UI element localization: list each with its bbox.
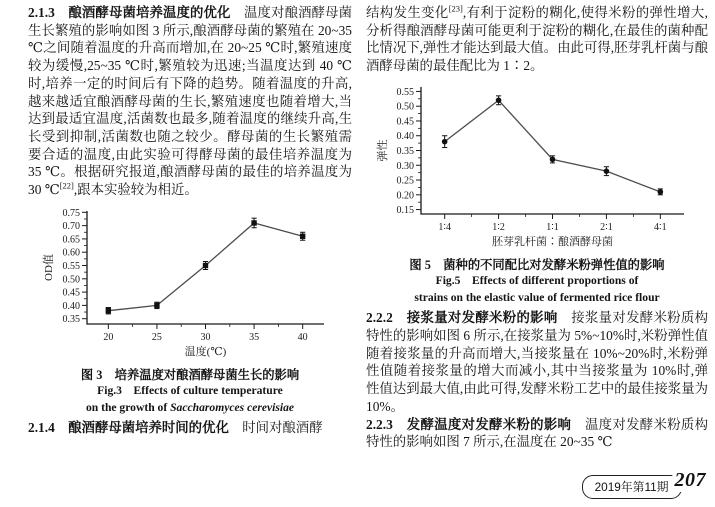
svg-text:0.55: 0.55 [62, 260, 80, 272]
paragraph-text: ,跟本实验较为相近。 [73, 182, 198, 198]
svg-text:25: 25 [151, 331, 162, 343]
issue-label: 2019年第11期 [582, 475, 682, 499]
svg-text:35: 35 [249, 331, 260, 343]
left-column [28, 4, 352, 437]
svg-text:20: 20 [103, 331, 114, 343]
svg-text:0.40: 0.40 [396, 131, 414, 143]
svg-text:1∶4: 1∶4 [438, 221, 451, 233]
species-name: Saccharomyces cerevisiae [170, 400, 295, 414]
paragraph-text: 接浆量对发酵米粉质构特性的影响如图 6 所示,在接浆量为 5%~10%时,米粉弹性值随着接浆量的升高而增大,当接浆量在 10%~20%时,米粉弹性值随着接浆量的增大而减小,其中当接浆量为 10%时,弹性值达到最大值,由此可得,发酵米粉工艺中的最佳接浆量为 10%。 [366, 310, 709, 414]
svg-text:胚芽乳杆菌∶酿酒酵母菌: 胚芽乳杆菌∶酿酒酵母菌 [492, 235, 613, 248]
section-heading-2-2-2: 2.2.2 接浆量对发酵米粉的影响 [366, 310, 558, 326]
svg-text:0.55: 0.55 [396, 86, 414, 98]
svg-text:0.20: 0.20 [396, 190, 414, 202]
paragraph-2-1-4 [28, 419, 352, 437]
svg-text:0.40: 0.40 [62, 300, 80, 312]
svg-text:4∶1: 4∶1 [654, 221, 667, 233]
svg-text:弹性: 弹性 [377, 139, 389, 162]
svg-text:30: 30 [200, 331, 211, 343]
svg-text:0.60: 0.60 [62, 247, 80, 259]
svg-text:0.50: 0.50 [62, 274, 80, 286]
svg-text:0.65: 0.65 [62, 234, 80, 246]
figure5-caption-zh: 图 5 菌种的不同配比对发酵米粉弹性值的影响 [409, 257, 665, 272]
svg-text:0.35: 0.35 [62, 313, 80, 325]
paragraph-text: ,有利于淀粉的糊化,使得米粉的弹性增大,分析得酿酒酵母菌可能更利于淀粉的糊化,在最佳的菌种配比情况下,弹性才能达到最大值。由此可得,胚芽乳杆菌与酿酒酵母菌的最佳配比为 1∶2。 [366, 5, 709, 74]
svg-text:0.45: 0.45 [396, 116, 414, 128]
svg-text:温度(℃): 温度(℃) [184, 345, 227, 358]
svg-text:0.35: 0.35 [396, 145, 414, 157]
svg-text:OD值: OD值 [43, 253, 55, 281]
caption-text: on the growth of [85, 400, 171, 414]
svg-text:0.15: 0.15 [396, 204, 414, 216]
figure5-line-chart [376, 80, 698, 250]
svg-text:0.25: 0.25 [396, 175, 414, 187]
svg-text:0.50: 0.50 [396, 101, 414, 113]
paragraph-text: 温度对酿酒酵母菌生长繁殖的影响如图 3 所示,酿酒酵母菌的繁殖在 20~35 ℃之间随着温度的升高而增加,在 20~25 ℃时,繁殖速度较为缓慢,25~35 ℃时,繁殖较为迅速;当温度达到 40 ℃时,培养一定的时间后有下降的趋势。随着温度的升高,越来越适宜酿酒酵母菌的生长,繁殖速度也随着增大,当达到最适宜温度,活菌数也最多,随着温度的继续升高,生长受到抑制,活菌数也随之较少。酵母菌的生长繁殖需要合适的温度,由此实验可得酵母菌的最佳培养温度为 35 ℃。根据研究报道,酿酒酵母菌的最佳的培养温度为 30 ℃ [28, 5, 353, 198]
svg-text:2∶1: 2∶1 [600, 221, 613, 233]
figure3-caption-en-line2 [28, 400, 352, 417]
figure-5 [366, 80, 708, 307]
paragraph-text: 结构发生变化 [366, 5, 449, 20]
svg-text:0.75: 0.75 [62, 207, 80, 219]
paragraph-text: 时间对酿酒酵 [228, 420, 323, 436]
svg-text:1∶2: 1∶2 [492, 221, 505, 233]
section-heading-2-1-4: 2.1.4 酿酒酵母菌培养时间的优化 [28, 420, 229, 436]
svg-text:1∶1: 1∶1 [546, 221, 559, 233]
paragraph-2-1-3 [28, 4, 352, 199]
svg-text:0.45: 0.45 [62, 287, 80, 299]
paragraph-2-2-2 [366, 309, 708, 415]
svg-text:40: 40 [297, 331, 308, 343]
citation-ref-22: [22] [59, 180, 74, 191]
section-heading-2-2-3: 2.2.3 发酵温度对发酵米粉的影响 [366, 416, 572, 432]
right-column [366, 4, 708, 451]
page-number: 207 [672, 469, 710, 492]
section-heading-2-1-3: 2.1.3 酿酒酵母菌培养温度的优化 [28, 5, 231, 20]
figure3-caption-en-line1: Fig.3 Effects of culture temperature [97, 384, 283, 398]
figure5-caption-en-line2: strains on the elastic value of fermented rice flour [414, 290, 660, 304]
paragraph-text: 温度对发酵米粉质构特性的影响如图 7 所示,在温度在 20~35 ℃ [366, 416, 709, 450]
citation-ref-23: [23] [448, 3, 463, 14]
svg-text:0.70: 0.70 [62, 220, 80, 232]
figure3-line-chart [42, 204, 338, 360]
figure-3 [28, 204, 352, 417]
figure5-caption-en-line1: Fig.5 Effects of different proportions of [435, 274, 639, 288]
page-footer [582, 468, 709, 499]
paragraph-continuation [366, 4, 708, 75]
svg-text:0.30: 0.30 [396, 160, 414, 172]
figure3-caption-zh: 图 3 培养温度对酿酒酵母菌生长的影响 [80, 367, 300, 382]
paragraph-2-2-3 [366, 416, 708, 451]
